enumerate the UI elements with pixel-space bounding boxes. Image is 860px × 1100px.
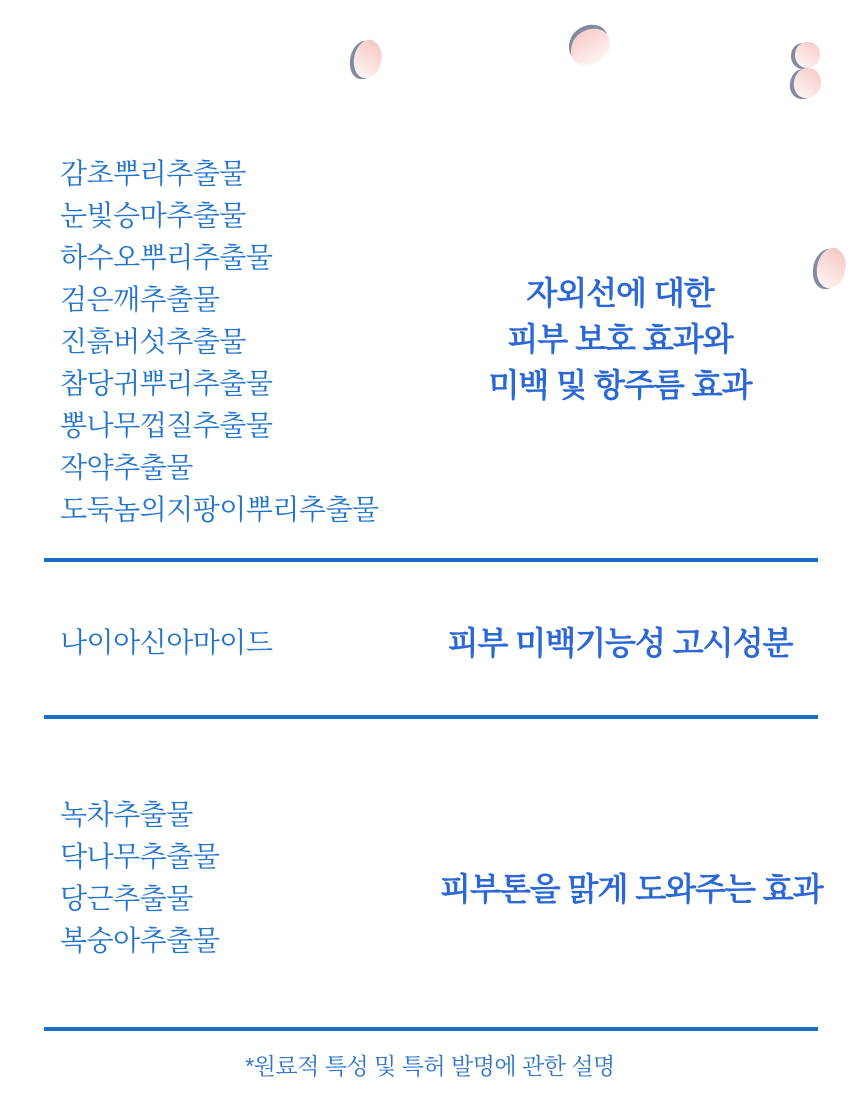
divider [44, 1027, 818, 1031]
tone-ingredient-list [60, 794, 219, 962]
ingredient-item: 진흙버섯추출물 [60, 326, 246, 357]
ingredient-item: 도둑놈의지팡이뿌리추출물 [60, 494, 379, 525]
effect-line: 자외선에 대한 [526, 275, 714, 311]
divider [44, 558, 818, 562]
ingredient-item: 나이아신아마이드 [60, 627, 273, 658]
ingredient-item: 뽕나무껍질추출물 [60, 410, 273, 441]
uv-effect-heading [440, 270, 800, 408]
divider [44, 715, 818, 719]
ingredient-item: 녹차추출물 [60, 799, 193, 830]
footer-note: *원료적 특성 및 특허 발명에 관한 설명 [245, 1053, 615, 1079]
ingredient-item: 닥나무추출물 [60, 841, 220, 872]
ingredient-item: 감초뿌리추출물 [60, 158, 246, 189]
uv-ingredient-list [60, 153, 379, 531]
whitening-effect-heading: 피부 미백기능성 고시성분 [447, 625, 793, 661]
whitening-ingredient-list [60, 622, 272, 664]
effect-line: 미백 및 항주름 효과 [488, 367, 752, 403]
ingredient-item: 검은깨추출물 [60, 284, 220, 315]
double-petal-icon [786, 40, 824, 100]
tone-effect-heading: 피부톤을 맑게 도와주는 효과 [440, 871, 823, 907]
ingredient-item: 눈빛승마추출물 [60, 200, 246, 231]
petal-icon [350, 38, 384, 80]
ingredient-item: 참당귀뿌리추출물 [60, 368, 273, 399]
effect-line: 피부 보호 효과와 [507, 321, 733, 357]
ingredient-item: 하수오뿌리추출물 [60, 242, 273, 273]
petal-icon [813, 246, 849, 290]
ingredient-item: 작약추출물 [60, 452, 193, 483]
ingredient-item: 당근추출물 [60, 883, 193, 914]
ingredient-item: 복숭아추출물 [60, 925, 220, 956]
petal-icon [563, 24, 613, 70]
